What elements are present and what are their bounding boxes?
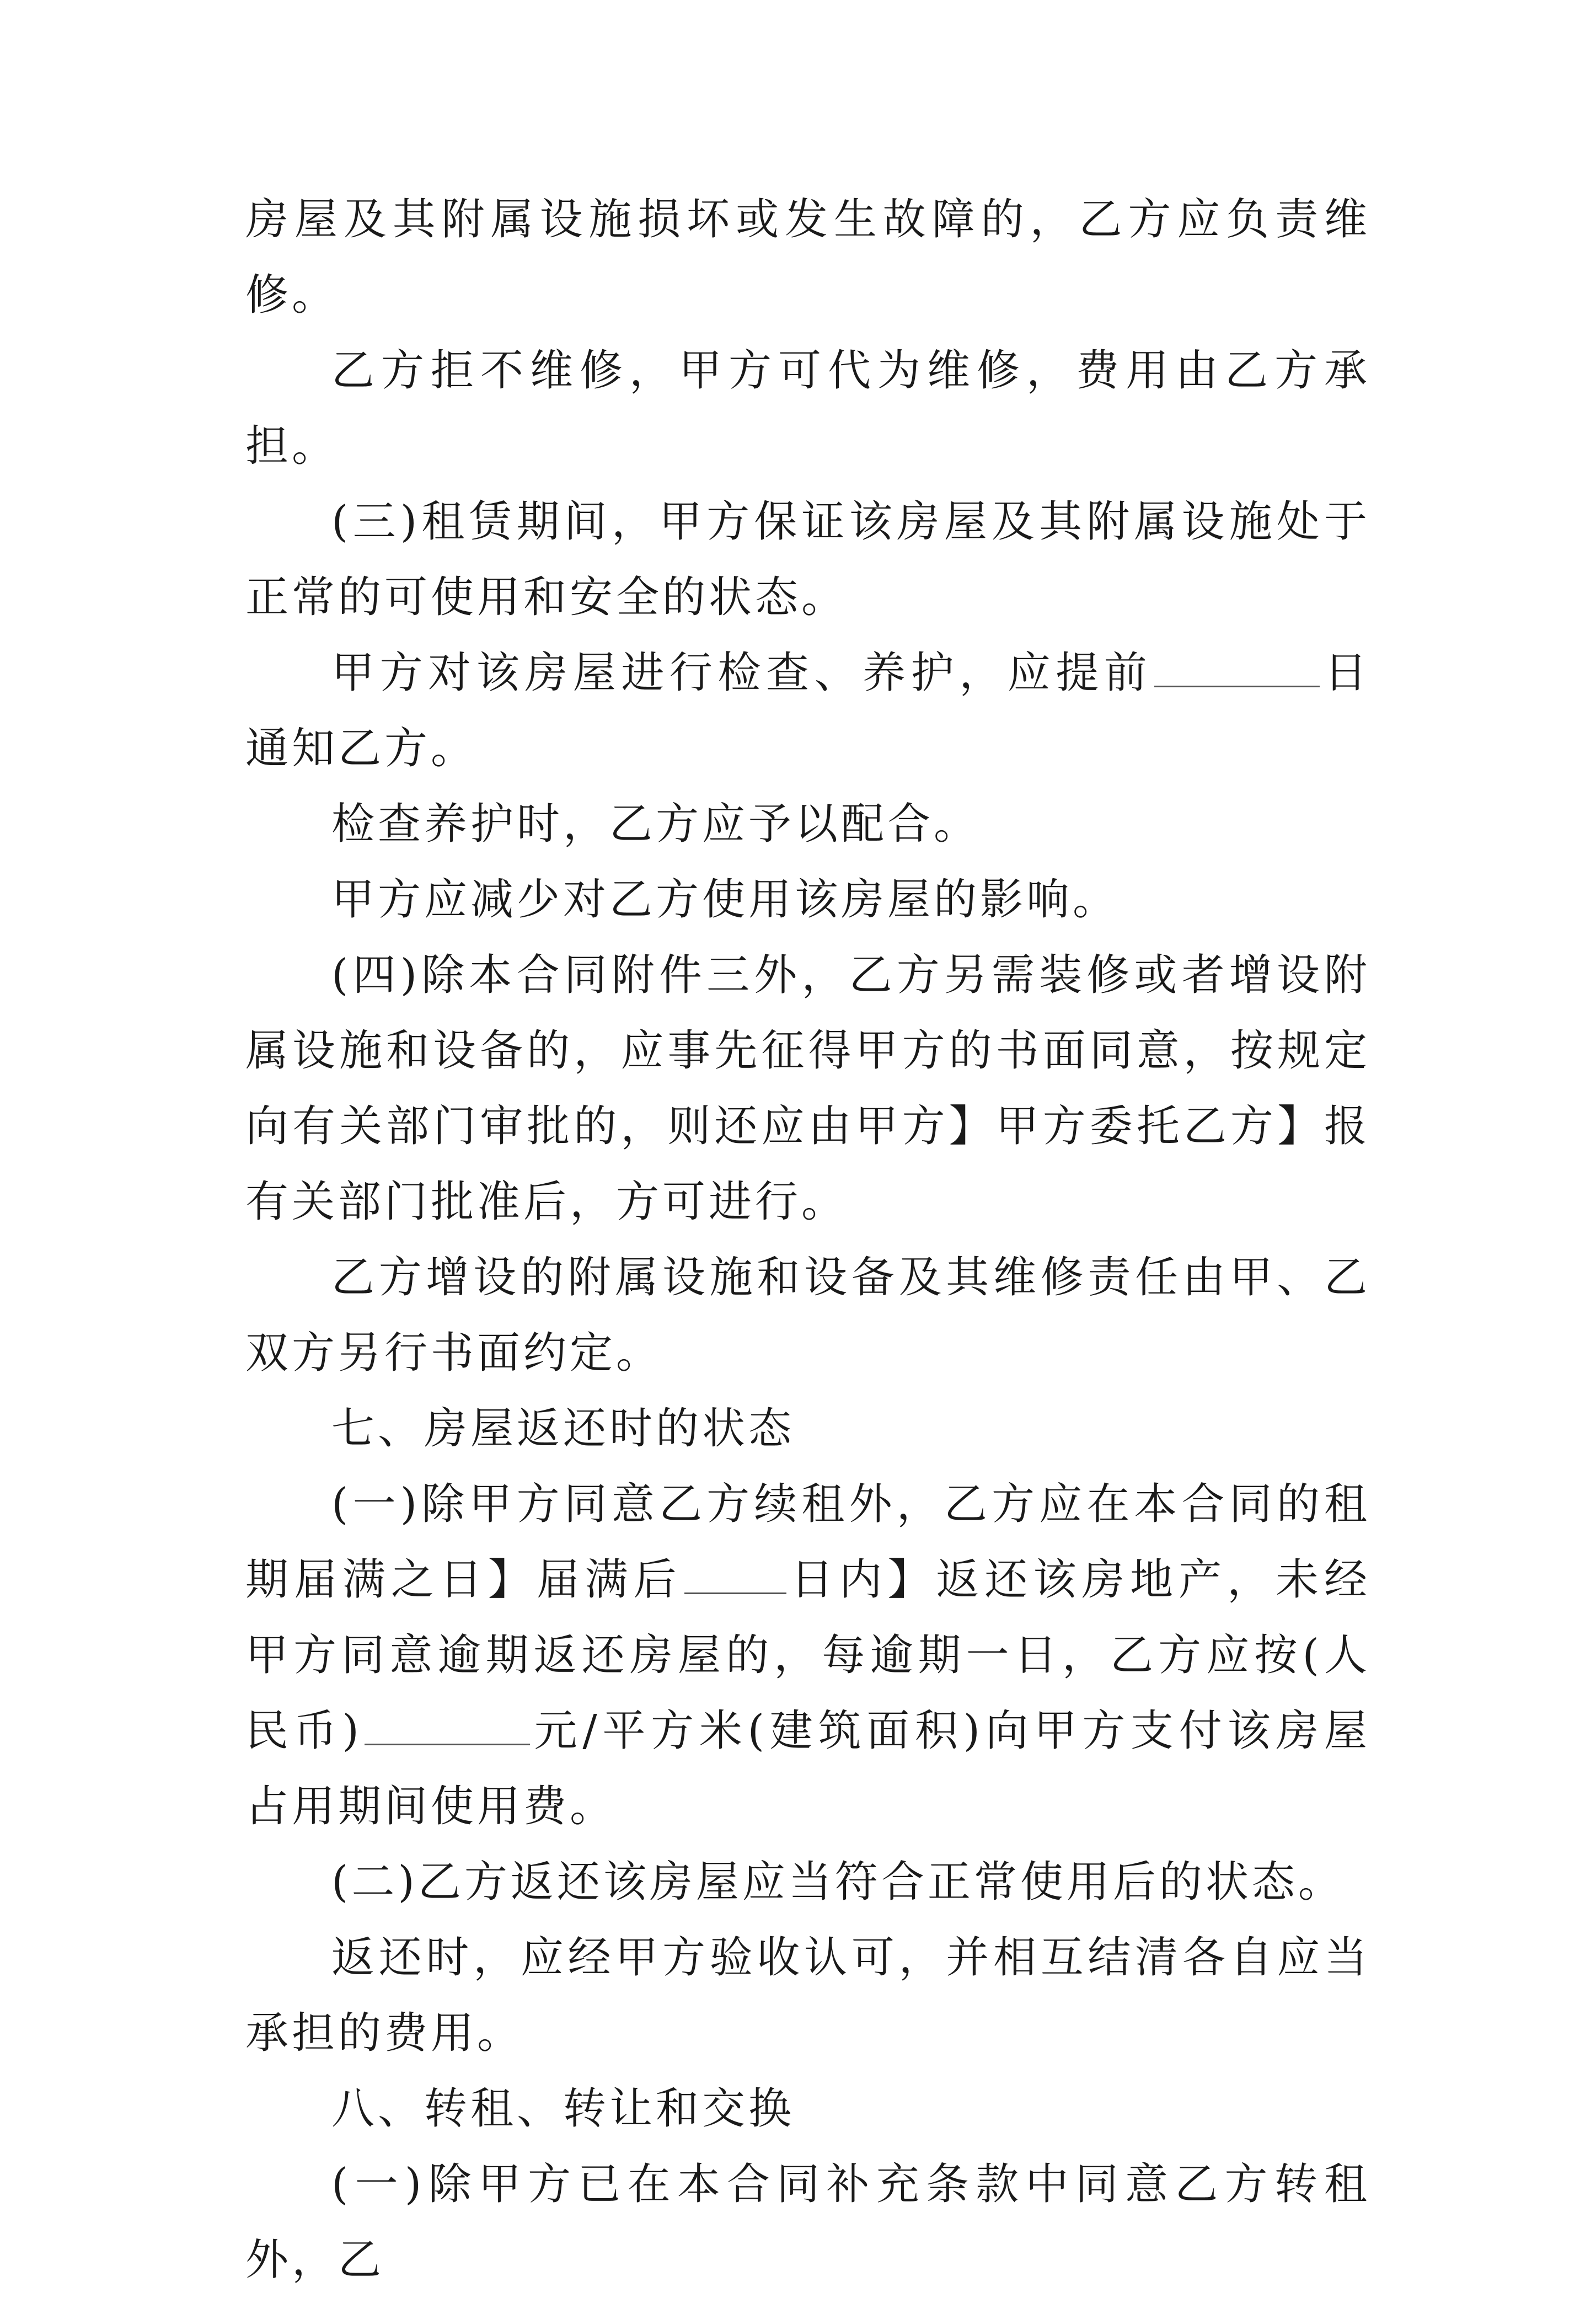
paragraph: [245, 1845, 1370, 1920]
paragraph: [245, 787, 1370, 862]
paragraph: [245, 182, 1370, 333]
fill-in-blank[interactable]: [1154, 646, 1320, 687]
document-body: [245, 182, 1370, 2298]
paragraph: [245, 635, 1370, 787]
paragraph-text: 检查养护时，乙方应予以配合。: [331, 799, 981, 849]
paragraph-text: (一)除甲方同意乙方续租外，乙方应在本合同的租期届满之日】届满后: [245, 1479, 1370, 1605]
section-heading: [245, 2071, 1370, 2147]
paragraph-text: 甲方对该房屋进行检查、养护，应提前: [331, 648, 1153, 698]
paragraph: [245, 1240, 1370, 1391]
fill-in-blank[interactable]: [684, 1553, 786, 1594]
paragraph-text: 房屋及其附属设施损坏或发生故障的，乙方应负责维修。: [245, 195, 1370, 320]
paragraph-text: (三)租赁期间，甲方保证该房屋及其附属设施处于正常的可使用和安全的状态。: [245, 497, 1370, 622]
paragraph: [245, 938, 1370, 1240]
paragraph: [245, 484, 1370, 635]
paragraph-text: 甲方应减少对乙方使用该房屋的影响。: [331, 875, 1120, 924]
section-heading-text: 七、房屋返还时的状态: [331, 1404, 795, 1453]
paragraph-text: 日通知乙方。: [245, 648, 1370, 773]
section-heading-text: 八、转租、转让和交换: [331, 2084, 795, 2134]
paragraph-text: 元/平方米(建筑面积)向甲方支付该房屋占用期间使用费。: [245, 1706, 1370, 1831]
section-heading: [245, 1391, 1370, 1467]
paragraph: [245, 862, 1370, 938]
paragraph-text: (一)除甲方已在本合同补充条款中同意乙方转租外，乙: [245, 2160, 1370, 2285]
paragraph: [245, 333, 1370, 484]
paragraph-text: 返还时，应经甲方验收认可，并相互结清各自应当承担的费用。: [245, 1933, 1370, 2058]
paragraph-text: (四)除本合同附件三外，乙方另需装修或者增设附属设施和设备的，应事先征得甲方的书面同意，按规定向有关部门审批的，则还应由甲方】甲方委托乙方】报有关部门批准后，方可进行。: [245, 950, 1370, 1227]
paragraph-text: 乙方拒不维修，甲方可代为维修，费用由乙方承担。: [245, 346, 1370, 471]
paragraph: [245, 1920, 1370, 2071]
paragraph: [245, 1467, 1370, 1845]
paragraph-text: 日内】返还该房地产，未经甲方同意逾期返还房屋的，每逾期一日，乙方应按(人民币): [245, 1555, 1370, 1756]
fill-in-blank[interactable]: [365, 1704, 530, 1745]
paragraph-text: 乙方增设的附属设施和设备及其维修责任由甲、乙双方另行书面约定。: [245, 1253, 1370, 1378]
paragraph-text: (二)乙方返还该房屋应当符合正常使用后的状态。: [331, 1857, 1345, 1907]
paragraph: [245, 2147, 1370, 2298]
